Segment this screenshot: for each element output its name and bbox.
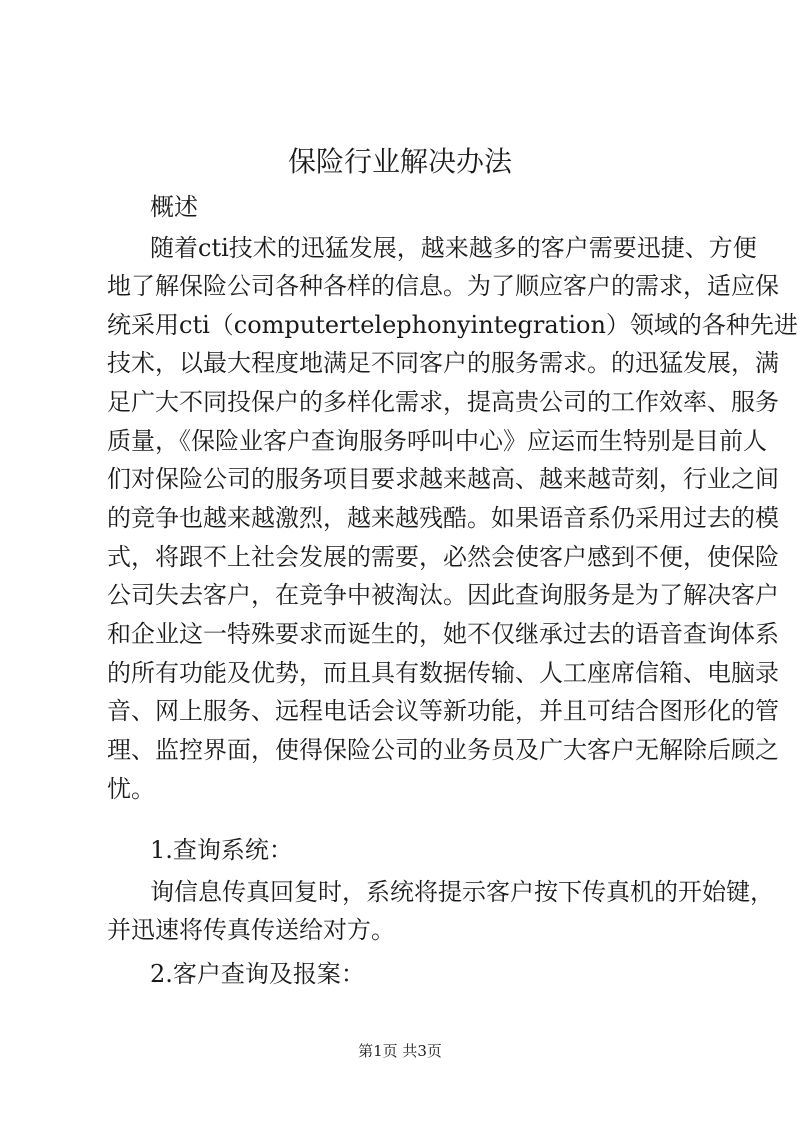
paragraph-line: 地了解保险公司各种各样的信息。为了顺应客户的需求，适应保 bbox=[107, 272, 779, 300]
section-heading: 概述 bbox=[150, 193, 198, 221]
paragraph-line: 质量，《保险业客户查询服务呼叫中心》应运而生特别是目前人 bbox=[107, 427, 767, 455]
paragraph-line: 和企业这一特殊要求而诞生的，她不仅继承过去的语音查询体系 bbox=[107, 620, 779, 648]
paragraph-line: 的所有功能及优势，而且具有数据传输、人工座席信箱、电脑录 bbox=[107, 659, 779, 687]
paragraph-line: 技术，以最大程度地满足不同客户的服务需求。的迅猛发展，满 bbox=[107, 349, 779, 377]
document-title: 保险行业解决办法 bbox=[287, 145, 512, 178]
paragraph-line: 理、监控界面，使得保险公司的业务员及广大客户无解除后顾之 bbox=[107, 736, 779, 764]
paragraph-line: 公司失去客户，在竞争中被淘汰。因此查询服务是为了解决客户 bbox=[107, 581, 779, 609]
paragraph-line: 忧。 bbox=[107, 775, 155, 803]
paragraph-line: 的竞争也越来越激烈，越来越残酷。如果语音系仍采用过去的模 bbox=[107, 504, 779, 532]
item-2-heading: 2.客户查询及报案： bbox=[150, 960, 365, 988]
paragraph-line: 足广大不同投保户的多样化需求，提高贵公司的工作效率、服务 bbox=[107, 388, 779, 416]
item-1-heading: 1.查询系统： bbox=[150, 836, 293, 864]
paragraph-line: 们对保险公司的服务项目要求越来越高、越来越苛刻，行业之间 bbox=[107, 465, 779, 493]
page-footer: 第1页 共3页 bbox=[358, 1042, 442, 1060]
paragraph-line: 询信息传真回复时，系统将提示客户按下传真机的开始键， bbox=[150, 878, 774, 906]
paragraph-line: 统采用cti（computertelephonyintegration）领域的各种先进 bbox=[107, 311, 798, 339]
paragraph-line: 并迅速将传真传送给对方。 bbox=[107, 916, 395, 944]
paragraph-line: 随着cti技术的迅猛发展，越来越多的客户需要迅捷、方便 bbox=[150, 234, 757, 262]
paragraph-line: 音、网上服务、远程电话会议等新功能，并且可结合图形化的管 bbox=[107, 697, 779, 725]
paragraph-line: 式，将跟不上社会发展的需要，必然会使客户感到不便，使保险 bbox=[107, 543, 779, 571]
